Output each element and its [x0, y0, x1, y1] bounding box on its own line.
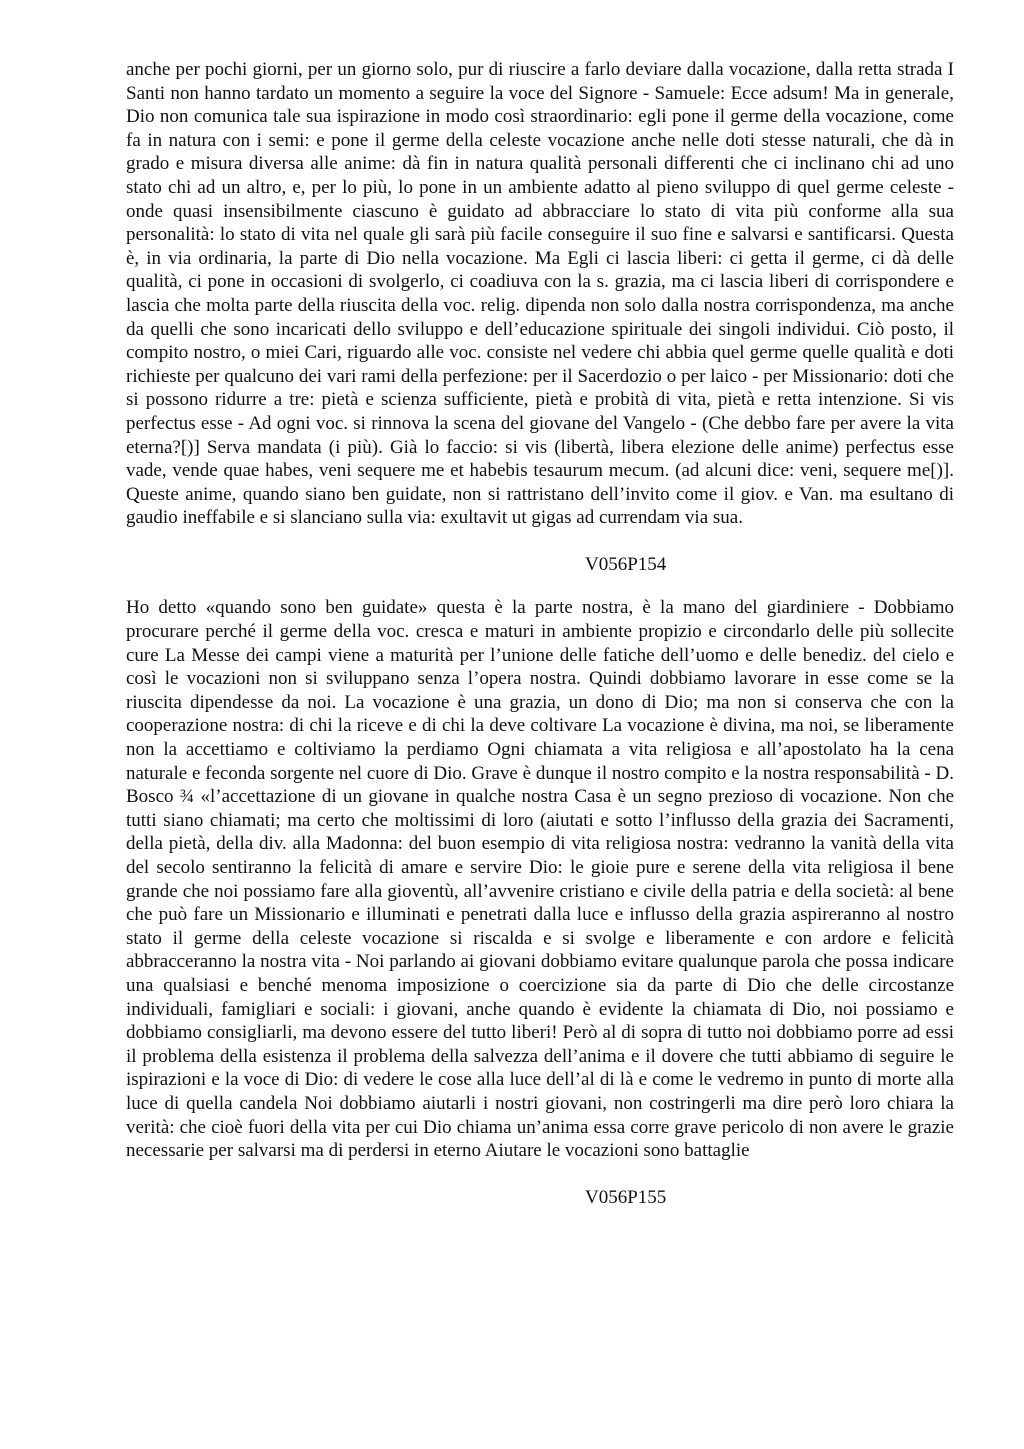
page-marker-v056p155: V056P155	[585, 1186, 667, 1208]
document-page	[126, 58, 954, 1209]
paragraph-1: anche per pochi giorni, per un giorno solo, pur di riuscire a farlo deviare dalla vocazione, dalla retta strada I Santi non hanno tardato un momento a seguire la voce del Signore - Samuele: Ecce adsum! Ma in generale, Dio non comunica tale sua ispirazione in modo così straordinario: egli pone il germe della vocazione, come fa in natura con i semi: e pone il germe della celeste vocazione anche nelle doti stesse naturali, che dà in grado e misura diversa alle anime: dà fin in natura qualità personali differenti che ci inclinano chi ad uno stato chi ad un altro, e, per lo più, lo pone in un ambiente adatto al pieno sviluppo di quel germe celeste - onde quasi insensibilmente ciascuno è guidato ad abbracciare lo stato di vita più conforme alla sua personalità: lo stato di vita nel quale gli sarà più facile conseguire il suo fine e salvarsi e santificarsi. Questa è, in via ordinaria, la parte di Dio nella vocazione. Ma Egli ci lascia liberi: ci getta il germe, ci dà delle qualità, ci pone in occasioni di svolgerlo, ci coadiuva con la s. grazia, ma ci lascia liberi di corrispondere e lascia che molta parte della riuscita della voc. relig. dipenda non solo dalla nostra corrispondenza, ma anche da quelli che sono incaricati dello sviluppo e dell’educazione spirituale dei singoli individui. Ciò posto, il compito nostro, o miei Cari, riguardo alle voc. consiste nel vedere chi abbia quel germe quelle qualità e doti richieste per qualcuno dei vari rami della perfezione: per il Sacerdozio o per laico - per Missionario: doti che si possono ridurre a tre: pietà e scienza sufficiente, pietà e probità di vita, pietà e retta intenzione. Si vis perfectus esse - Ad ogni voc. si rinnova la scena del giovane del Vangelo - (Che debbo fare per avere la vita eterna?[)] Serva mandata (i più). Già lo faccio: si vis (libertà, libera elezione delle anime) perfectus esse vade, vende quae habes, veni sequere me et habebis tesaurum mecum. (ad alcuni dice: veni, sequere me[)]. Queste anime, quando siano ben guidate, non si rattristano dell’invito come il giov. e Van. ma esultano di gaudio ineffabile e si slanciano sulla via: exultavit ut gigas ad currendam via sua.	[126, 59, 954, 529]
paragraph-2: Ho detto «quando sono ben guidate» questa è la parte nostra, è la mano del giardiniere - Dobbiamo procurare perché il germe della voc. cresca e maturi in ambiente propizio e circondarlo delle più sollecite cure La Messe dei campi viene a maturità per l’unione delle fatiche dell’uomo e delle benediz. del cielo e così le vocazioni non si sviluppano senza l’opera nostra. Quindi dobbiamo lavorare in esse come se la riuscita dipendesse da noi. La vocazione è una grazia, un dono di Dio; ma non si conserva che con la cooperazione nostra: di chi la riceve e di chi la deve coltivare La vocazione è divina, ma noi, se liberamente non la accettiamo e coltiviamo la perdiamo Ogni chiamata a vita religiosa e all’apostolato ha la cena naturale e feconda sorgente nel cuore di Dio. Grave è dunque il nostro compito e la nostra responsabilità - D. Bosco ¾ «l’accettazione di un giovane in qualche nostra Casa è un segno prezioso di vocazione. Non che tutti siano chiamati; ma certo che moltissimi di loro (aiutati e sotto l’influsso della grazia dei Sacramenti, della pietà, della div. alla Madonna: del buon esempio di vita religiosa nostra: vedranno la vanità della vita del secolo sentiranno la felicità di amare e servire Dio: le gioie pure e serene della vita religiosa il bene grande che noi possiamo fare alla gioventù, all’avvenire cristiano e civile della patria e della società: al bene che può fare un Missionario e illuminati e penetrati dalla luce e influsso della grazia aspireranno al nostro stato il germe della celeste vocazione si riscalda e si svolge e liberamente e con ardore e felicità abbracceranno la nostra vita - Noi parlando ai giovani dobbiamo evitare qualunque parola che possa indicare una qualsiasi e benché menoma imposizione o coercizione sia da parte di Dio che delle circostanze individuali, famigliari e sociali: i giovani, anche quando è evidente la chiamata di Dio, noi possiamo e dobbiamo consigliarli, ma devono essere del tutto liberi! Però al di sopra di tutto noi dobbiamo porre ad essi il problema della esistenza il problema della salvezza dell’anima e il dovere che tutti abbiamo di seguire le ispirazioni e la voce di Dio: di vedere le cose alla luce dell’al di là e come le vedremo in punto di morte alla luce di quella candela Noi dobbiamo aiutarli i nostri giovani, non costringerli ma dire però loro chiara la verità: che cioè fuori della vita per cui Dio chiama un’anima essa corre grave pericolo di non avere le grazie necessarie per salvarsi ma di perdersi in eterno Aiutare le vocazioni sono battaglie	[126, 597, 954, 1162]
page-marker-v056p154: V056P154	[585, 553, 667, 575]
